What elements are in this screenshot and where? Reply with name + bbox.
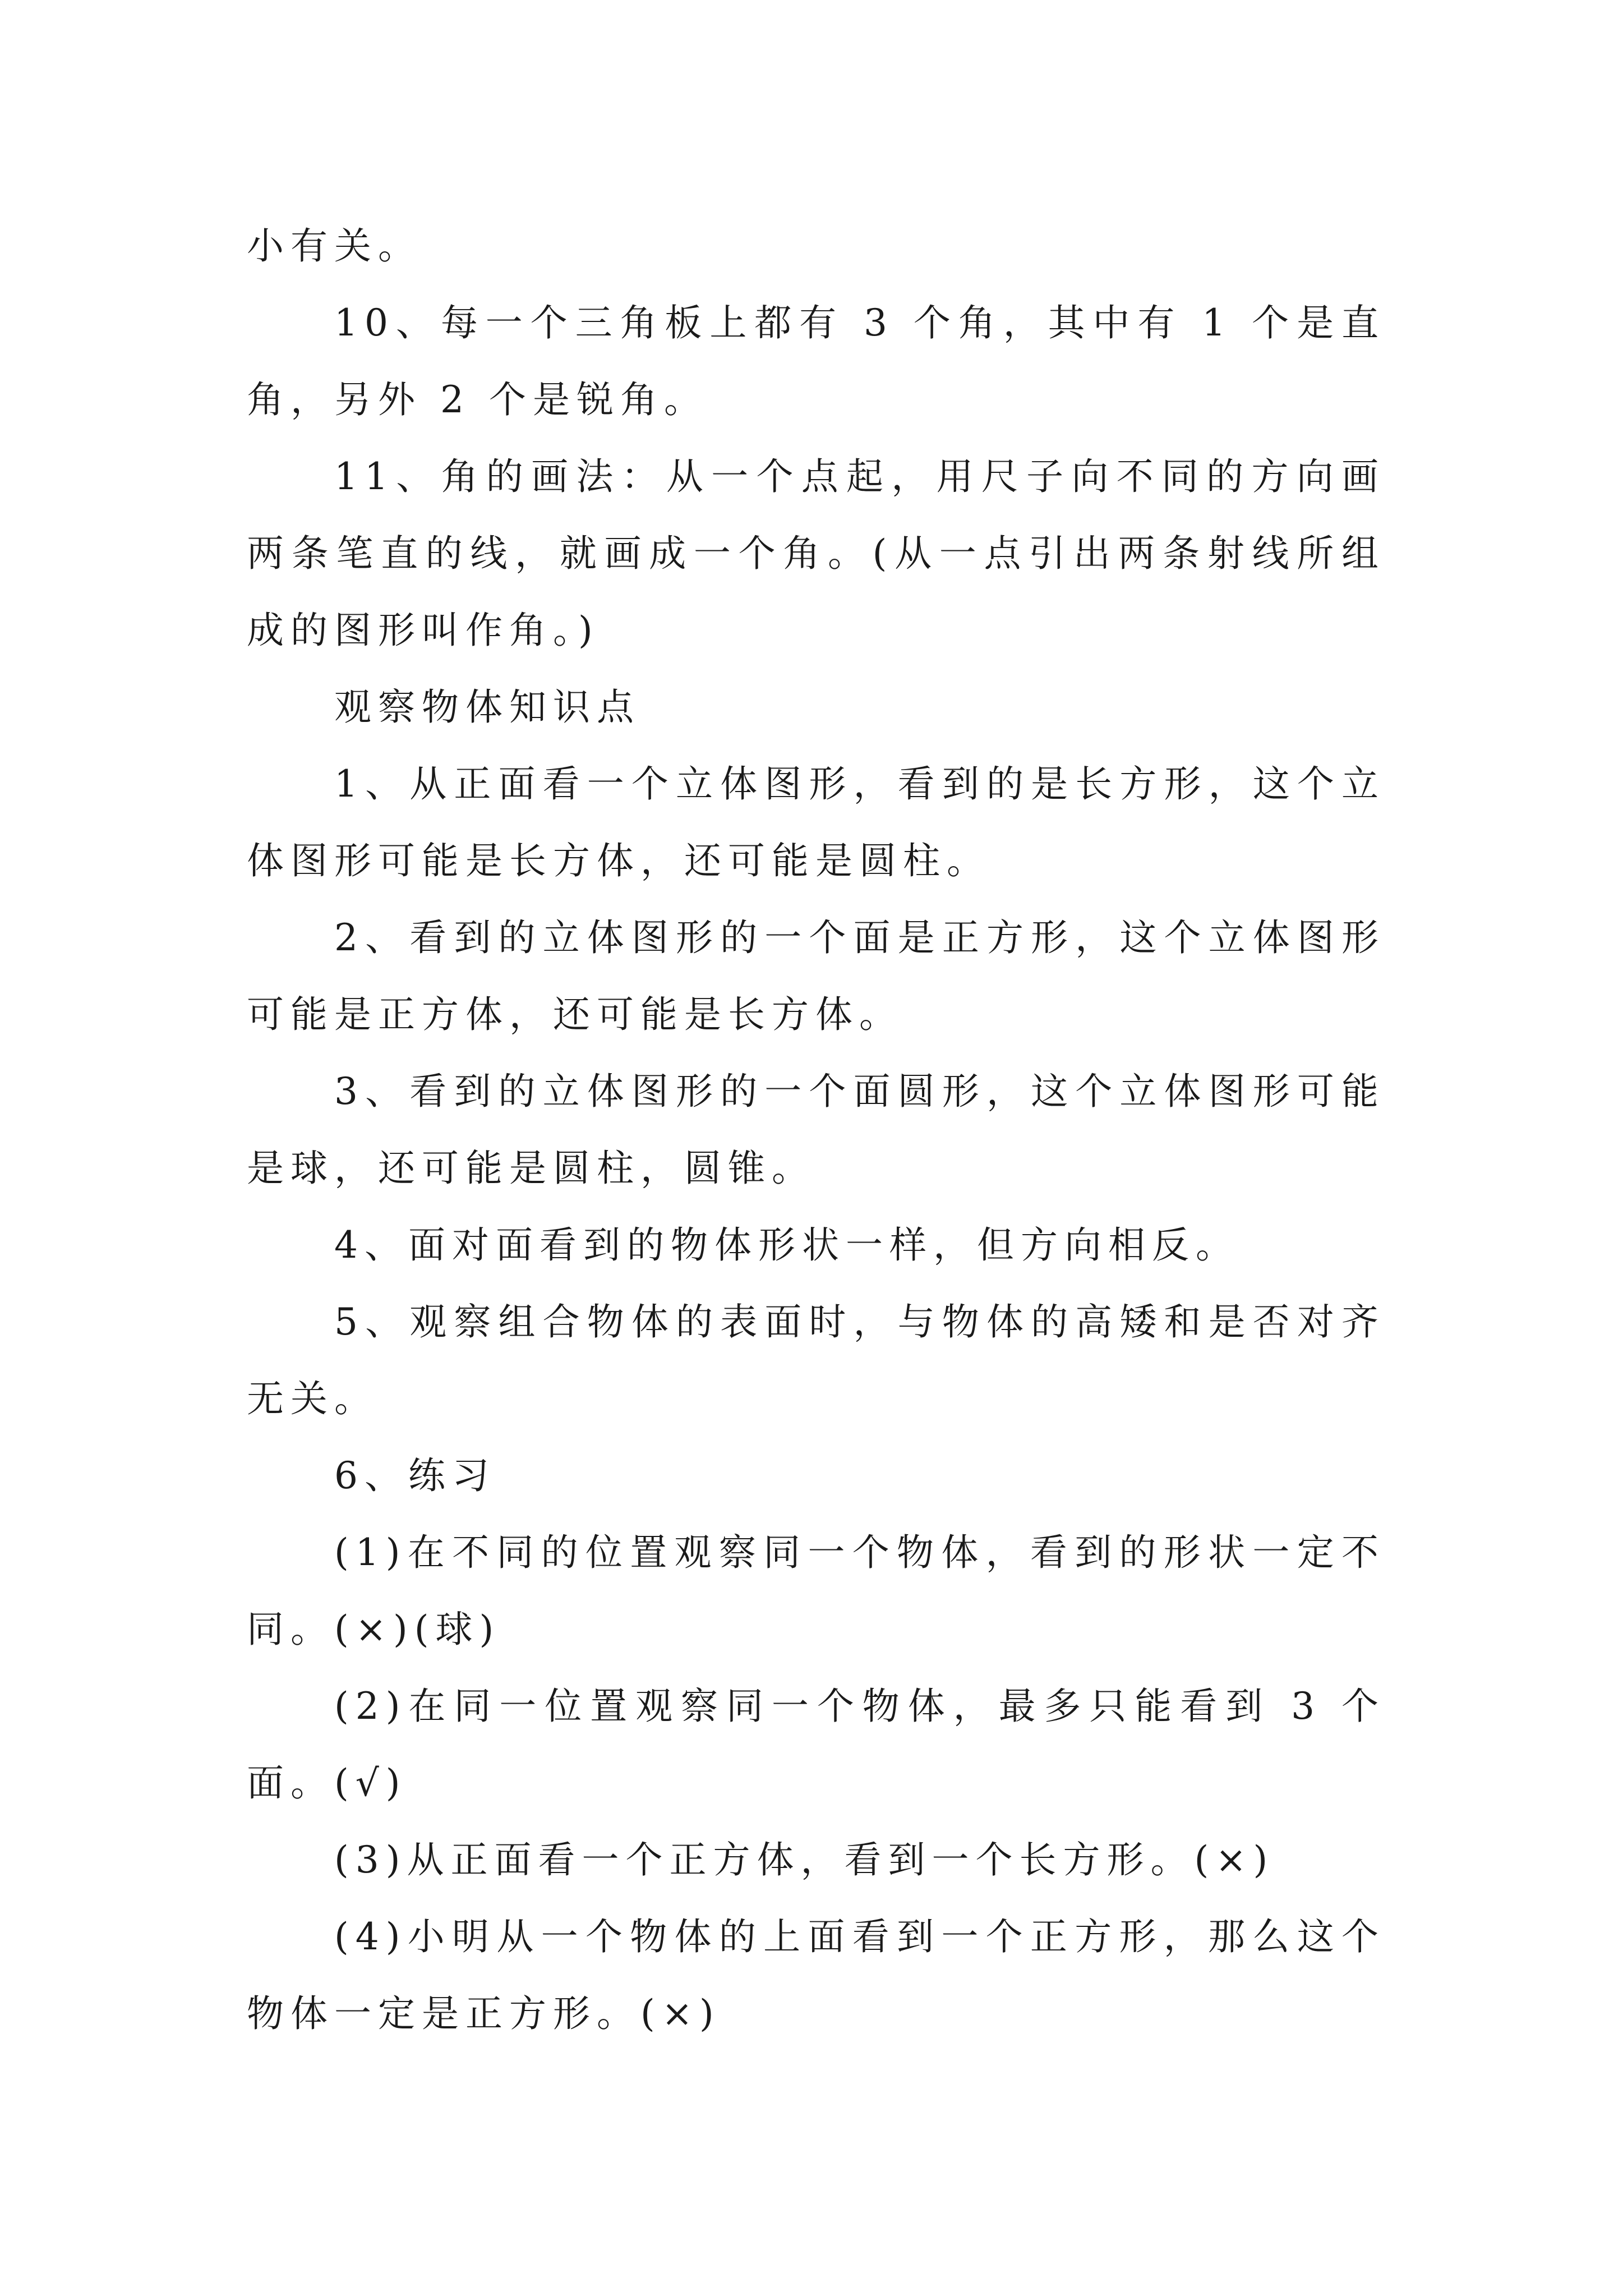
paragraph-observe-3: 3、看到的立体图形的一个面圆形，这个立体图形可能是球，还可能是圆柱，圆锥。	[247, 1070, 1385, 1190]
paragraph-observe-1: 1、从正面看一个立体图形，看到的是长方形，这个立体图形可能是长方体，还可能是圆柱。	[247, 762, 1385, 882]
exercise-item-2: (2)在同一位置观察同一个物体，最多只能看到 3 个面。(√)	[247, 1685, 1385, 1805]
exercise-item-1: (1)在不同的位置观察同一个物体，看到的形状一定不同。(×)(球)	[247, 1531, 1385, 1651]
paragraph-item-11: 11、角的画法：从一个点起，用尺子向不同的方向画两条笔直的线，就画成一个角。(从一点引出两条射线所组成的图形叫作角。)	[247, 455, 1385, 652]
exercise-item-3: (3)从正面看一个正方体，看到一个长方形。(×)	[334, 1838, 1275, 1881]
text-column	[247, 208, 1385, 2052]
exercise-item-4: (4)小明从一个物体的上面看到一个正方形，那么这个物体一定是正方形。(×)	[247, 1915, 1385, 2035]
paragraph-item-10: 10、每一个三角板上都有 3 个角，其中有 1 个是直角，另外 2 个是锐角。	[247, 301, 1385, 421]
paragraph-observe-5: 5、观察组合物体的表面时，与物体的高矮和是否对齐无关。	[247, 1300, 1385, 1420]
section-heading: 观察物体知识点	[334, 685, 640, 729]
paragraph-observe-2: 2、看到的立体图形的一个面是正方形，这个立体图形可能是正方体，还可能是长方体。	[247, 916, 1385, 1036]
paragraph-observe-4: 4、面对面看到的物体形状一样，但方向相反。	[334, 1223, 1239, 1267]
paragraph-continuation: 小有关。	[247, 224, 422, 268]
paragraph-observe-6: 6、练习	[334, 1454, 496, 1497]
